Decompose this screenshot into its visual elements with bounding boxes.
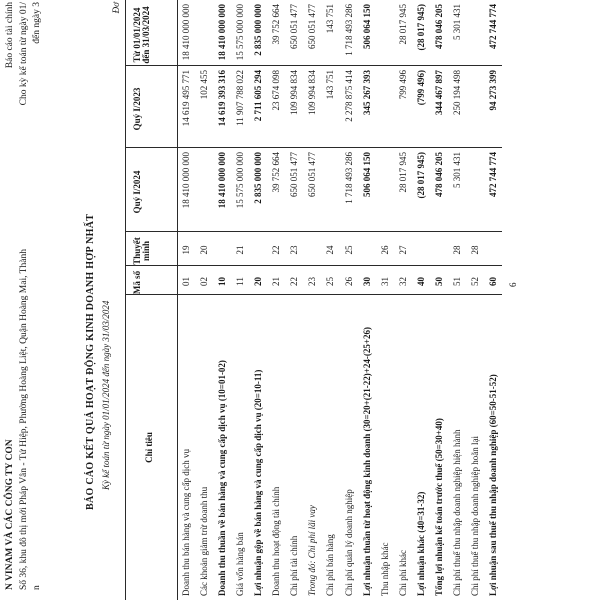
row-21-q1-2024: 39 752 664 bbox=[271, 152, 282, 193]
row-52-q1-2024 bbox=[469, 152, 481, 230]
row-26-q1-2023: 2 278 875 414 bbox=[343, 70, 354, 122]
row-21-q1-2023: 23 674 098 bbox=[271, 70, 282, 111]
row-40-label: Lợi nhuận khác (40=31-32) bbox=[415, 491, 426, 596]
row-22-q1-2023: 109 994 834 bbox=[289, 70, 300, 115]
row-60-ytd-2024: 472 744 774 bbox=[487, 4, 498, 49]
row-51-ytd-2024: 5 301 431 bbox=[451, 4, 462, 40]
column-header-ytd-2024: Từ 01/01/2024 đến 31/03/2024 bbox=[132, 6, 152, 64]
row-10-note bbox=[216, 236, 228, 264]
row-52-q1-2023 bbox=[469, 70, 481, 146]
table-column-rule bbox=[125, 65, 502, 66]
row-30-label: Lợi nhuận thuần từ hoạt động kinh doanh (30=20+(21-22)+24-(25+26) bbox=[361, 327, 372, 596]
row-30-code: 30 bbox=[361, 277, 372, 286]
row-51-label: Chi phí thuế thu nhập doanh nghiệp hiện hành bbox=[451, 429, 462, 596]
row-50-q1-2024: 478 046 205 bbox=[433, 152, 444, 197]
table-top-rule bbox=[125, 0, 126, 600]
row-20-note bbox=[252, 236, 264, 264]
row-50-label: Tổng lợi nhuận kế toán trước thuế (50=30+40) bbox=[433, 418, 444, 596]
row-22-ytd-2024: 650 051 477 bbox=[289, 4, 300, 49]
row-52-ytd-2024 bbox=[469, 4, 481, 64]
row-30-q1-2024: 506 064 150 bbox=[361, 152, 372, 197]
row-31-note: 26 bbox=[379, 245, 390, 255]
row-11-code: 11 bbox=[235, 277, 246, 286]
page-number: 6 bbox=[508, 282, 518, 287]
row-22-code: 22 bbox=[289, 277, 300, 286]
table-column-rule bbox=[125, 265, 502, 266]
row-23-q1-2024: 650 051 477 bbox=[307, 152, 318, 197]
row-26-code: 26 bbox=[343, 277, 354, 286]
row-40-code: 40 bbox=[415, 277, 426, 286]
row-40-ytd-2024: (28 017 945) bbox=[415, 4, 426, 51]
income-statement-table bbox=[125, 0, 502, 600]
row-23-ytd-2024: 650 051 477 bbox=[307, 4, 318, 49]
row-40-q1-2023: (799 496) bbox=[415, 70, 426, 106]
row-25-q1-2023: 143 751 bbox=[325, 70, 336, 100]
row-02-q1-2024 bbox=[198, 152, 210, 230]
row-31-ytd-2024 bbox=[379, 4, 391, 64]
row-20-ytd-2024: 2 835 000 000 bbox=[253, 4, 264, 56]
row-60-note bbox=[487, 236, 499, 264]
row-32-q1-2023: 799 496 bbox=[397, 70, 408, 100]
row-40-note bbox=[415, 236, 427, 264]
row-31-q1-2023 bbox=[379, 70, 391, 146]
row-11-q1-2023: 11 907 788 022 bbox=[235, 70, 246, 126]
row-11-ytd-2024: 15 575 000 000 bbox=[235, 4, 246, 61]
report-period-to: đến ngày 3 bbox=[32, 2, 42, 44]
row-20-q1-2023: 2 711 605 294 bbox=[253, 70, 264, 122]
row-23-code: 23 bbox=[307, 277, 318, 286]
row-25-label: Chi phí bán hàng bbox=[325, 534, 336, 596]
column-header-label: Chỉ tiêu bbox=[144, 432, 154, 463]
row-40-q1-2024: (28 017 945) bbox=[415, 152, 426, 199]
row-31-label: Thu nhập khác bbox=[379, 542, 390, 596]
row-22-note: 23 bbox=[289, 245, 300, 255]
row-32-q1-2024: 28 017 945 bbox=[397, 152, 408, 193]
row-02-label: Các khoản giảm trừ doanh thu bbox=[199, 486, 210, 596]
column-header-q1-2023: Quý I/2023 bbox=[132, 87, 142, 131]
report-period-from: Cho kỳ kế toán từ ngày 01/ bbox=[19, 2, 29, 106]
table-column-rule bbox=[125, 231, 502, 232]
row-32-note: 27 bbox=[397, 245, 408, 255]
row-23-label: Trong đó: Chi phí lãi vay bbox=[307, 505, 318, 596]
row-21-code: 21 bbox=[271, 277, 282, 286]
row-10-label: Doanh thu thuần về bán hàng và cung cấp dịch vụ (10=01-02) bbox=[217, 360, 228, 596]
row-02-ytd-2024 bbox=[198, 4, 210, 64]
table-header-rule bbox=[177, 0, 178, 600]
row-10-q1-2024: 18 410 000 000 bbox=[217, 152, 228, 209]
row-23-q1-2023: 109 994 834 bbox=[307, 70, 318, 115]
row-32-label: Chi phí khác bbox=[397, 550, 408, 596]
row-11-q1-2024: 15 575 000 000 bbox=[235, 152, 246, 209]
row-25-code: 25 bbox=[325, 277, 336, 286]
row-10-q1-2023: 14 619 393 316 bbox=[217, 70, 228, 127]
row-26-q1-2024: 1 718 493 286 bbox=[343, 152, 354, 204]
row-01-q1-2023: 14 619 495 771 bbox=[181, 70, 192, 127]
row-22-q1-2024: 650 051 477 bbox=[289, 152, 300, 197]
column-header-note: Thuyết minh bbox=[132, 237, 152, 265]
row-01-q1-2024: 18 410 000 000 bbox=[181, 152, 192, 209]
row-20-code: 20 bbox=[253, 277, 264, 286]
row-51-code: 51 bbox=[451, 277, 462, 286]
row-52-label: Chi phí thuế thu nhập doanh nghiệp hoãn lại bbox=[469, 436, 480, 596]
row-10-code: 10 bbox=[217, 277, 228, 286]
row-31-q1-2024 bbox=[379, 152, 391, 230]
report-subtitle: Kỳ kế toán từ ngày 01/01/2024 đến ngày 31/03/2024 bbox=[101, 300, 111, 490]
row-21-label: Doanh thu hoạt động tài chính bbox=[271, 486, 282, 596]
row-21-note: 22 bbox=[271, 245, 282, 255]
row-32-ytd-2024: 28 017 945 bbox=[397, 4, 408, 45]
column-header-code: Mã số bbox=[132, 270, 142, 295]
row-51-note: 28 bbox=[451, 245, 462, 255]
row-11-note: 21 bbox=[235, 245, 246, 255]
row-30-q1-2023: 345 267 393 bbox=[361, 70, 372, 115]
row-50-ytd-2024: 478 046 205 bbox=[433, 4, 444, 49]
row-60-code: 60 bbox=[487, 277, 498, 286]
company-name: N VINAM VÀ CÁC CÔNG TY CON bbox=[5, 439, 15, 590]
row-60-label: Lợi nhuận sau thuế thu nhập doanh nghiệp (60=50-51-52) bbox=[487, 374, 498, 596]
row-60-q1-2023: 94 273 399 bbox=[487, 70, 498, 111]
row-21-ytd-2024: 39 752 664 bbox=[271, 4, 282, 45]
row-30-ytd-2024: 506 064 150 bbox=[361, 4, 372, 49]
row-26-ytd-2024: 1 718 493 286 bbox=[343, 4, 354, 56]
row-01-note: 19 bbox=[181, 245, 192, 255]
row-30-note bbox=[361, 236, 373, 264]
company-address-cont: n bbox=[32, 585, 42, 590]
row-10-ytd-2024: 18 410 000 000 bbox=[217, 4, 228, 61]
row-11-label: Giá vốn hàng bán bbox=[235, 532, 246, 596]
row-31-code: 31 bbox=[379, 277, 390, 286]
row-20-q1-2024: 2 835 000 000 bbox=[253, 152, 264, 204]
row-51-q1-2023: 250 194 498 bbox=[451, 70, 462, 115]
row-02-code: 02 bbox=[199, 277, 210, 286]
row-02-note: 20 bbox=[199, 245, 210, 255]
table-column-rule bbox=[125, 294, 502, 295]
currency-unit: Đơ bbox=[111, 2, 121, 14]
row-25-ytd-2024: 143 751 bbox=[325, 4, 336, 34]
row-23-note bbox=[306, 236, 318, 264]
row-52-note: 28 bbox=[469, 245, 480, 255]
row-02-q1-2023: 102 455 bbox=[199, 70, 210, 100]
row-25-q1-2024 bbox=[324, 152, 336, 230]
row-51-q1-2024: 5 301 431 bbox=[451, 152, 462, 188]
column-header-q1-2024: Quý I/2024 bbox=[132, 170, 142, 214]
row-01-label: Doanh thu bán hàng và cung cấp dịch vụ bbox=[181, 449, 192, 596]
row-50-note bbox=[433, 236, 445, 264]
row-32-code: 32 bbox=[397, 277, 408, 286]
report-title: BÁO CÁO KẾT QUẢ HOẠT ĐỘNG KINH DOANH HỢP NHẤT bbox=[85, 213, 96, 510]
row-50-code: 50 bbox=[433, 277, 444, 286]
row-60-q1-2024: 472 744 774 bbox=[487, 152, 498, 197]
row-26-note: 25 bbox=[343, 245, 354, 255]
row-20-label: Lợi nhuận gộp về bán hàng và cung cấp dịch vụ (20=10-11) bbox=[253, 369, 264, 596]
row-25-note: 24 bbox=[325, 245, 336, 255]
report-type: Báo cáo tài chính bbox=[5, 2, 15, 69]
row-26-label: Chi phí quản lý doanh nghiệp bbox=[343, 489, 354, 596]
row-22-label: Chi phí tài chính bbox=[289, 535, 300, 596]
company-address: Số 36, khu đô thị mới Pháp Vân - Tứ Hiệp, Phường Hoàng Liệt, Quận Hoàng Mai, Thành bbox=[19, 249, 29, 590]
row-50-q1-2023: 344 467 897 bbox=[433, 70, 444, 115]
row-52-code: 52 bbox=[469, 277, 480, 286]
row-01-ytd-2024: 18 410 000 000 bbox=[181, 4, 192, 61]
row-01-code: 01 bbox=[181, 277, 192, 286]
table-column-rule bbox=[125, 147, 502, 148]
